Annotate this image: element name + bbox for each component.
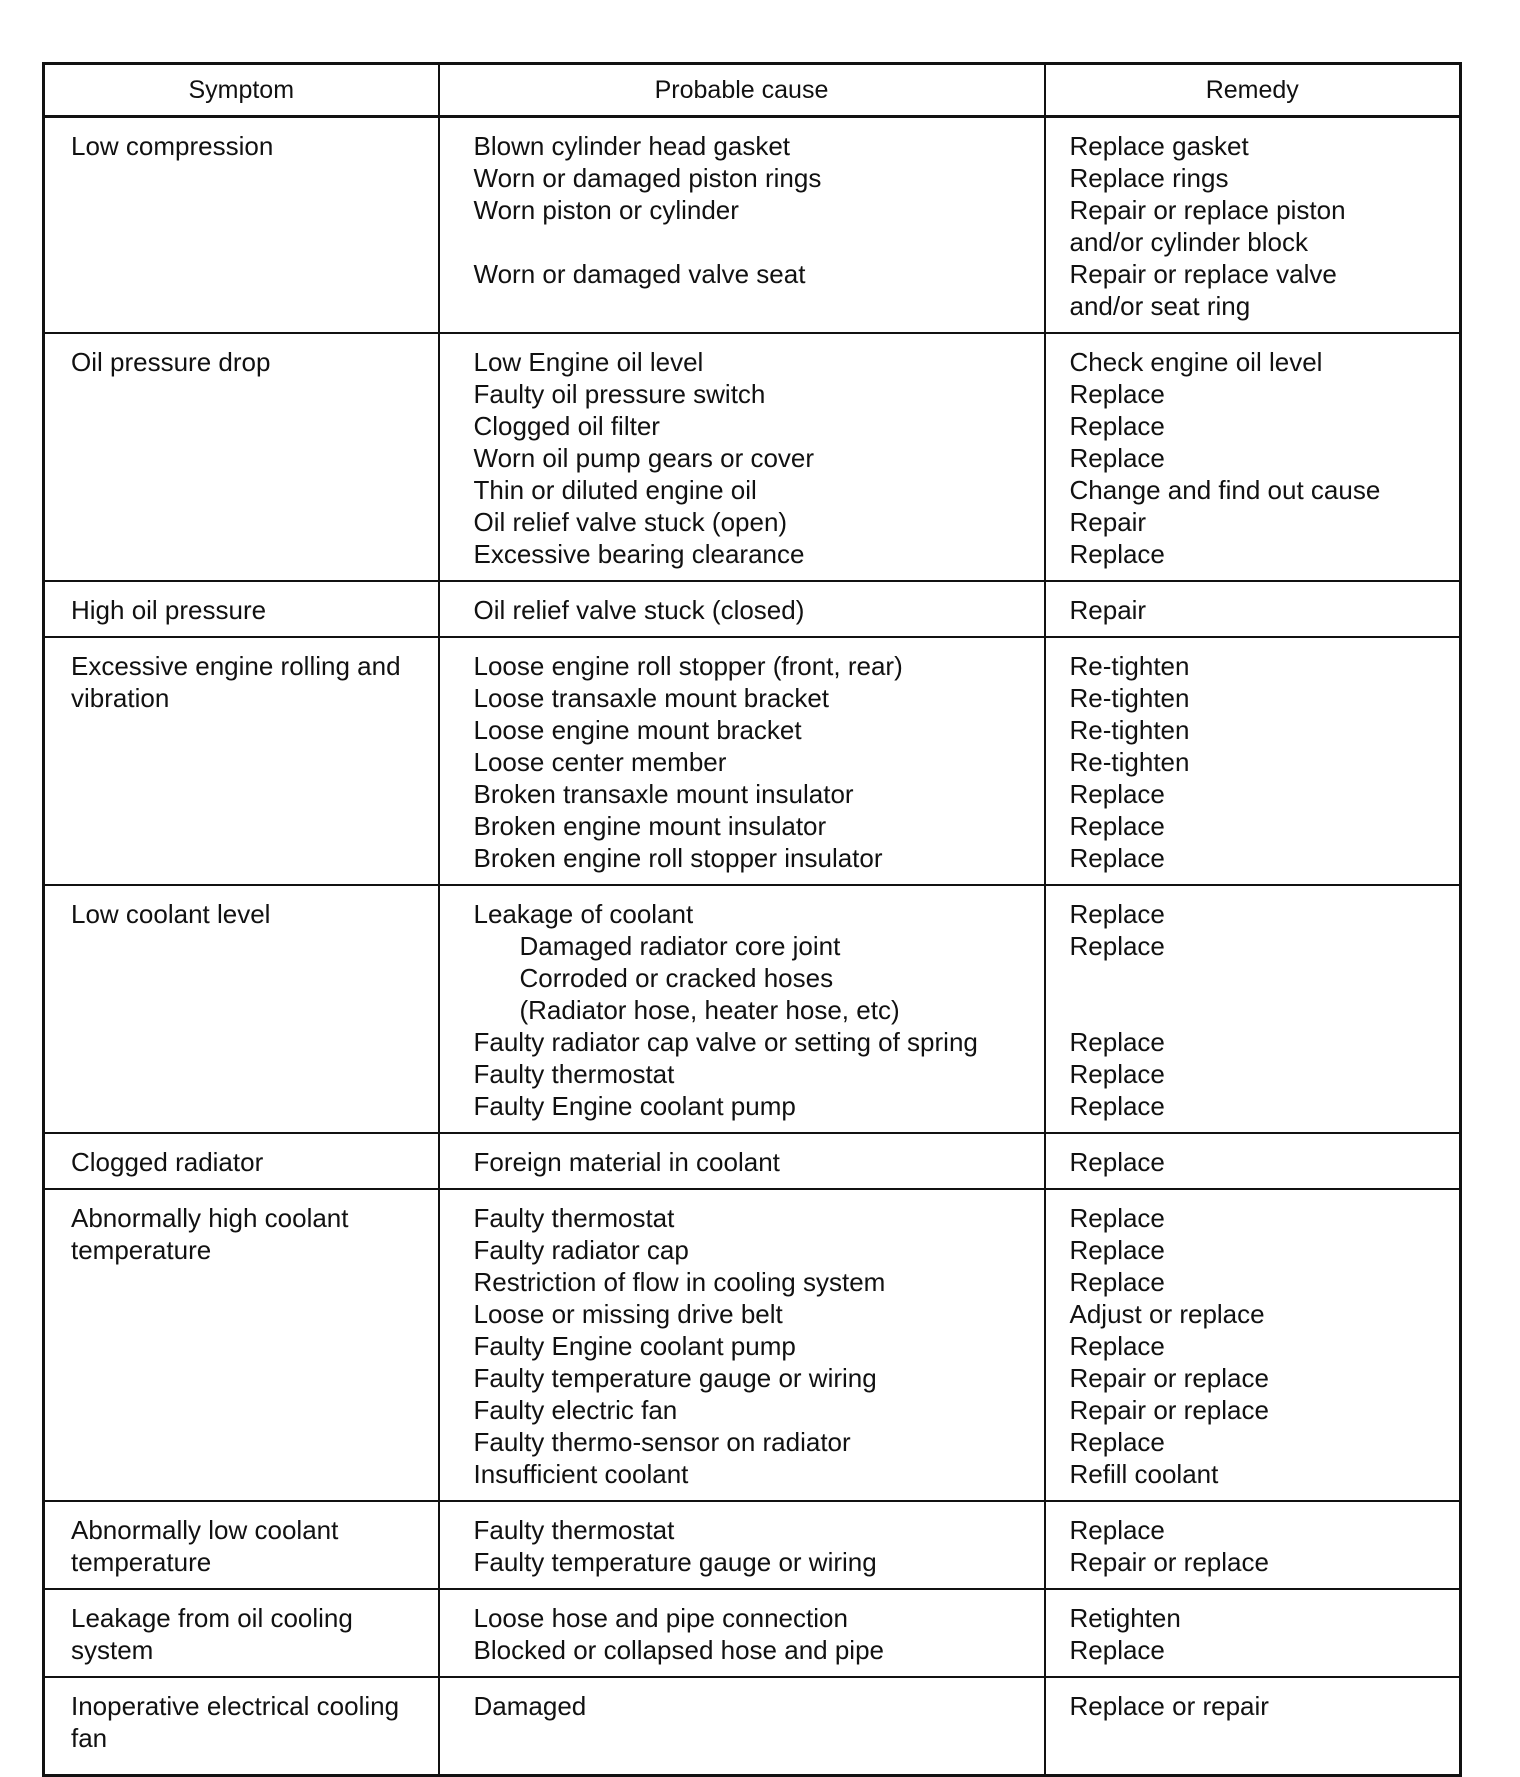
remedy-line: Re-tighten	[1069, 747, 1190, 777]
remedy-line: Repair or replace valve	[1069, 259, 1337, 289]
remedy-line: Adjust or replace	[1069, 1299, 1265, 1329]
troubleshooting-table-container	[42, 62, 1459, 1777]
cause-line: Broken engine roll stopper insulator	[473, 843, 883, 873]
remedy-line: Repair or replace piston	[1069, 195, 1346, 225]
table-row	[44, 1501, 1461, 1589]
symptom-cell	[44, 117, 439, 334]
remedy-cell	[1045, 1133, 1461, 1189]
cause-line: Faulty temperature gauge or wiring	[473, 1363, 877, 1393]
symptom-text: Leakage from oil cooling system	[71, 1603, 353, 1665]
cause-line: Foreign material in coolant	[473, 1147, 780, 1177]
remedy-line: Replace	[1069, 1235, 1165, 1265]
header-row	[44, 64, 1461, 117]
remedy-line: Repair or replace	[1069, 1363, 1269, 1393]
cause-line: Thin or diluted engine oil	[473, 475, 757, 505]
remedy-cell	[1045, 333, 1461, 581]
symptom-cell	[44, 1589, 439, 1677]
remedy-line: Replace	[1069, 1147, 1165, 1177]
cause-line: Broken engine mount insulator	[473, 811, 827, 841]
cause-line: Leakage of coolant	[473, 899, 694, 929]
cause-line: Faulty thermo-sensor on radiator	[473, 1427, 851, 1457]
cause-cell	[439, 333, 1045, 581]
cause-line: Corroded or cracked hoses	[519, 963, 834, 993]
symptom-text: Abnormally high coolant temperature	[71, 1203, 349, 1265]
remedy-line: Check engine oil level	[1069, 347, 1323, 377]
cause-line: Faulty thermostat	[473, 1515, 675, 1545]
remedy-line: Change and find out cause	[1069, 475, 1381, 505]
symptom-cell	[44, 1677, 439, 1776]
symptom-text: Excessive engine rolling and vibration	[71, 651, 401, 713]
table-row	[44, 1589, 1461, 1677]
remedy-line: Replace	[1069, 843, 1165, 873]
remedy-line: Re-tighten	[1069, 683, 1190, 713]
cause-line: Oil relief valve stuck (open)	[473, 507, 788, 537]
header-symptom: Symptom	[44, 64, 439, 117]
remedy-cell	[1045, 885, 1461, 1133]
header-probable-cause: Probable cause	[439, 64, 1045, 117]
cause-line: Faulty thermostat	[473, 1059, 675, 1089]
cause-line: Damaged	[473, 1691, 587, 1721]
troubleshooting-table	[42, 62, 1462, 1777]
table-row	[44, 1133, 1461, 1189]
cause-line: Worn or damaged piston rings	[473, 163, 822, 193]
symptom-cell	[44, 1501, 439, 1589]
cause-line: Excessive bearing clearance	[473, 539, 805, 569]
header-remedy: Remedy	[1045, 64, 1461, 117]
table-row	[44, 885, 1461, 1133]
remedy-line: Replace	[1069, 1515, 1165, 1545]
cause-cell	[439, 885, 1045, 1133]
cause-line: Faulty temperature gauge or wiring	[473, 1547, 877, 1577]
remedy-line: Replace	[1069, 379, 1165, 409]
remedy-line: Replace	[1069, 811, 1165, 841]
remedy-line: Replace	[1069, 931, 1165, 961]
cause-line: Loose or missing drive belt	[473, 1299, 783, 1329]
remedy-line: Re-tighten	[1069, 651, 1190, 681]
cause-cell	[439, 1589, 1045, 1677]
remedy-line: Replace	[1069, 1091, 1165, 1121]
remedy-line	[1070, 994, 1450, 1026]
cause-line: Loose engine roll stopper (front, rear)	[473, 651, 903, 681]
cause-line	[474, 290, 1034, 322]
cause-line: Loose transaxle mount bracket	[473, 683, 830, 713]
remedy-cell	[1045, 637, 1461, 885]
symptom-text: Abnormally low coolant temperature	[71, 1515, 339, 1577]
cause-line: Faulty radiator cap valve or setting of spring	[473, 1027, 978, 1057]
cause-line: Loose hose and pipe connection	[473, 1603, 848, 1633]
symptom-cell	[44, 885, 439, 1133]
cause-line: Faulty electric fan	[473, 1395, 678, 1425]
cause-line	[474, 226, 1034, 258]
symptom-text: Low coolant level	[71, 899, 271, 929]
symptom-text: High oil pressure	[71, 595, 267, 625]
remedy-line: Replace	[1069, 411, 1165, 441]
symptom-cell	[44, 1189, 439, 1501]
remedy-line: Refill coolant	[1069, 1459, 1219, 1489]
remedy-line: Repair	[1069, 507, 1147, 537]
remedy-line: Repair	[1069, 595, 1147, 625]
cause-line: Broken transaxle mount insulator	[473, 779, 854, 809]
remedy-line: Replace gasket	[1069, 131, 1249, 161]
table-row	[44, 1189, 1461, 1501]
remedy-cell	[1045, 117, 1461, 334]
cause-cell	[439, 1189, 1045, 1501]
cause-line: Faulty radiator cap	[473, 1235, 689, 1265]
cause-line: Worn piston or cylinder	[473, 195, 739, 225]
symptom-cell	[44, 637, 439, 885]
remedy-cell	[1045, 1501, 1461, 1589]
cause-line: Blocked or collapsed hose and pipe	[473, 1635, 885, 1665]
symptom-cell	[44, 333, 439, 581]
remedy-line: Replace	[1069, 1267, 1165, 1297]
cause-cell	[439, 581, 1045, 637]
table-body	[44, 117, 1461, 1776]
cause-line: Faulty Engine coolant pump	[473, 1091, 796, 1121]
remedy-line	[1070, 962, 1450, 994]
cause-line: Oil relief valve stuck (closed)	[473, 595, 805, 625]
cause-line: Low Engine oil level	[473, 347, 704, 377]
symptom-text: Inoperative electrical cooling fan	[71, 1691, 400, 1753]
cause-line: Loose center member	[473, 747, 727, 777]
remedy-line: Repair or replace	[1069, 1547, 1269, 1577]
cause-cell	[439, 1677, 1045, 1776]
cause-line: Restriction of flow in cooling system	[473, 1267, 886, 1297]
remedy-line: Replace	[1069, 539, 1165, 569]
remedy-line: Replace rings	[1069, 163, 1229, 193]
cause-line: Insufficient coolant	[473, 1459, 689, 1489]
cause-line: Loose engine mount bracket	[473, 715, 802, 745]
remedy-line: Re-tighten	[1069, 715, 1190, 745]
cause-line: Faulty oil pressure switch	[473, 379, 766, 409]
cause-cell	[439, 1133, 1045, 1189]
symptom-cell	[44, 1133, 439, 1189]
remedy-line: Replace	[1069, 1331, 1165, 1361]
remedy-line: Repair or replace	[1069, 1395, 1269, 1425]
remedy-cell	[1045, 1189, 1461, 1501]
remedy-cell	[1045, 581, 1461, 637]
cause-line: Worn oil pump gears or cover	[473, 443, 815, 473]
table-row	[44, 1677, 1461, 1776]
table-row	[44, 637, 1461, 885]
cause-line: Faulty Engine coolant pump	[473, 1331, 796, 1361]
remedy-line: and/or cylinder block	[1069, 227, 1308, 257]
remedy-cell	[1045, 1677, 1461, 1776]
remedy-line: Replace or repair	[1069, 1691, 1269, 1721]
remedy-line: Replace	[1069, 1203, 1165, 1233]
cause-line: Damaged radiator core joint	[519, 931, 841, 961]
cause-cell	[439, 637, 1045, 885]
cause-cell	[439, 117, 1045, 334]
cause-line: Faulty thermostat	[473, 1203, 675, 1233]
cause-line: Blown cylinder head gasket	[473, 131, 791, 161]
remedy-line: Retighten	[1069, 1603, 1181, 1633]
cause-cell	[439, 1501, 1045, 1589]
symptom-cell	[44, 581, 439, 637]
remedy-line: Replace	[1069, 779, 1165, 809]
remedy-line: and/or seat ring	[1069, 291, 1251, 321]
remedy-line: Replace	[1069, 899, 1165, 929]
cause-line: Worn or damaged valve seat	[473, 259, 806, 289]
table-row	[44, 117, 1461, 334]
remedy-line: Replace	[1069, 1027, 1165, 1057]
symptom-text: Clogged radiator	[71, 1147, 264, 1177]
remedy-line: Replace	[1069, 1427, 1165, 1457]
symptom-text: Oil pressure drop	[71, 347, 271, 377]
remedy-line: Replace	[1069, 1059, 1165, 1089]
cause-line: Clogged oil filter	[473, 411, 660, 441]
table-row	[44, 333, 1461, 581]
cause-line: (Radiator hose, heater hose, etc)	[519, 995, 900, 1025]
remedy-line: Replace	[1069, 443, 1165, 473]
remedy-line: Replace	[1069, 1635, 1165, 1665]
symptom-text: Low compression	[71, 131, 274, 161]
remedy-cell	[1045, 1589, 1461, 1677]
table-row	[44, 581, 1461, 637]
